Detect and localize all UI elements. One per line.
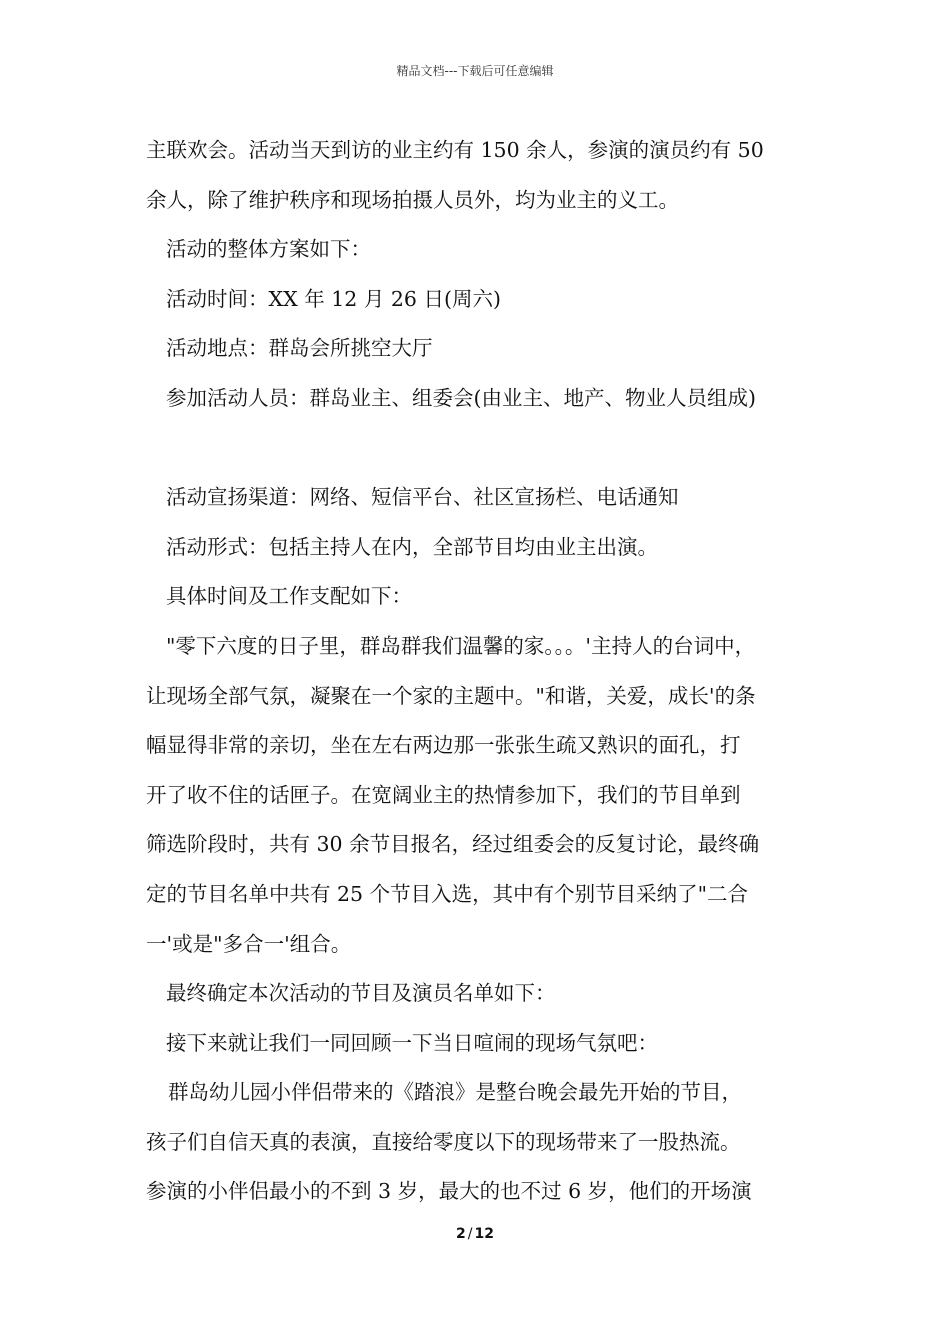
page-separator: / — [467, 1226, 473, 1242]
text-line: 参加活动人员：群岛业主、组委会(由业主、地产、物业人员组成) — [166, 385, 756, 410]
text-line: 活动宣扬渠道：网络、短信平台、社区宣扬栏、电话通知 — [166, 485, 679, 510]
text-line: 参演的小伴侣最小的不到 3 岁，最大的也不过 6 岁，他们的开场演 — [146, 1179, 752, 1204]
page-number — [0, 1226, 950, 1242]
text-line: 群岛幼儿园小伴侣带来的《踏浪》是整台晚会最先开始的节目， — [168, 1080, 742, 1105]
document-body — [146, 126, 826, 1217]
text-line: 活动形式：包括主持人在内，全部节目均由业主出演。 — [166, 534, 658, 559]
text-line: 具体时间及工作支配如下： — [166, 584, 412, 609]
page-header: 精品文档---下载后可任意编辑 — [396, 64, 554, 78]
text-line: 定的节目名单中共有 25 个节目入选，其中有个别节目采纳了"二合 — [146, 881, 749, 906]
text-line: "零下六度的日子里，群岛群我们温馨的家。。。'主持人的台词中， — [166, 633, 756, 658]
text-line: 主联欢会。活动当天到访的业主约有 150 余人，参演的演员约有 50 — [146, 138, 764, 162]
text-line: 一'或是"多合一'组合。 — [146, 931, 352, 956]
text-line: 接下来就让我们一同回顾一下当日喧闹的现场气氛吧： — [166, 1030, 658, 1055]
text-line: 开了收不住的话匣子。在宽阔业主的热情参加下，我们的节目单到 — [146, 782, 741, 807]
current-page: 2 — [456, 1226, 466, 1242]
text-line: 活动地点：群岛会所挑空大厅 — [166, 336, 433, 361]
text-line: 孩子们自信天真的表演，直接给零度以下的现场带来了一股热流。 — [146, 1129, 741, 1154]
text-line: 活动的整体方案如下： — [166, 237, 371, 262]
text-line: 让现场全部气氛，凝聚在一个家的主题中。"和谐，关爱，成长'的条 — [146, 683, 756, 708]
text-line: 筛选阶段时，共有 30 余节目报名，经过组委会的反复讨论，最终确 — [146, 832, 760, 857]
text-line: 最终确定本次活动的节目及演员名单如下： — [166, 981, 556, 1006]
text-line: 活动时间：XX 年 12 月 26 日(周六) — [166, 286, 501, 311]
text-line: 幅显得非常的亲切，坐在左右两边那一张张生疏又熟识的面孔，打 — [146, 733, 741, 758]
blank-line — [146, 424, 826, 474]
text-line: 余人，除了维护秩序和现场拍摄人员外，均为业主的义工。 — [146, 187, 679, 212]
total-pages: 12 — [474, 1226, 494, 1242]
